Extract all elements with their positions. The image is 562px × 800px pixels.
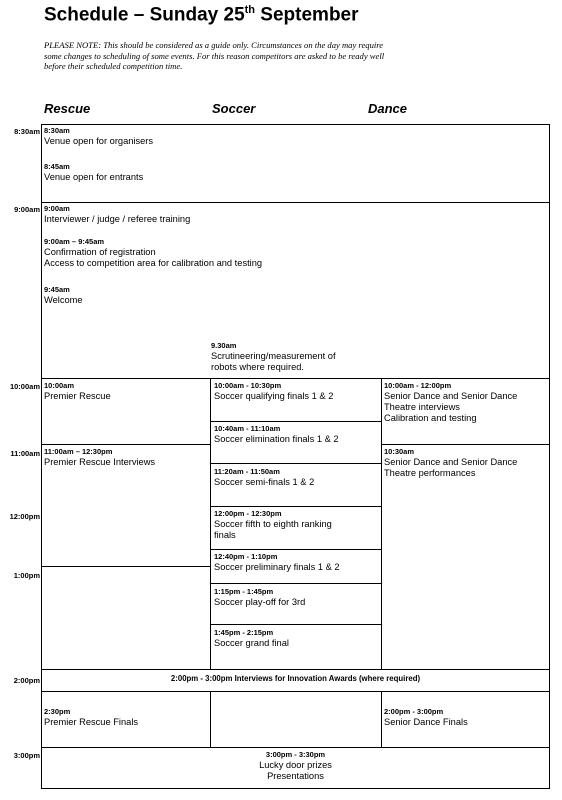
- event-text: Venue open for entrants: [44, 172, 144, 182]
- event-time: 1:15pm - 1:45pm: [214, 587, 274, 596]
- grid-line: [549, 124, 550, 789]
- event-text: Soccer grand final: [214, 638, 289, 648]
- note-line: before their scheduled competition time.: [44, 61, 183, 72]
- grid-line: [210, 624, 382, 625]
- soccer-event: [214, 467, 314, 488]
- event-text: Soccer preliminary finals 1 & 2: [214, 562, 340, 572]
- event-text: Lucky door prizes: [259, 760, 332, 770]
- event-time: 9:00am: [44, 204, 70, 213]
- event-text: Confirmation of registration: [44, 247, 156, 257]
- event-time: 12:40pm - 1:10pm: [214, 552, 278, 561]
- grid-line: [41, 788, 550, 789]
- time-label: 9:00am: [14, 205, 40, 214]
- title-superscript: th: [244, 4, 256, 16]
- grid-line: [41, 124, 42, 789]
- grid-line: [41, 378, 550, 379]
- note-line: PLEASE NOTE: This should be considered as a guide only. Circumstances on the day may require: [44, 40, 384, 50]
- event-text: Theatre performances: [384, 468, 476, 478]
- event-time: 11:20am - 11:50am: [214, 467, 280, 476]
- grid-line: [210, 421, 382, 422]
- event-time: 2:30pm: [44, 707, 71, 716]
- event-time: 9.30am: [211, 341, 237, 350]
- event-text: finals: [214, 530, 236, 540]
- soccer-event: [214, 552, 340, 573]
- event-time: 12:00pm - 12:30pm: [214, 509, 282, 518]
- grid-line: [41, 202, 550, 203]
- soccer-event: [214, 509, 332, 541]
- event-welcome: [44, 285, 83, 306]
- grid-line: [41, 444, 211, 445]
- innovation-awards-row: 2:00pm - 3:00pm Interviews for Innovation Awards (where required): [170, 674, 421, 683]
- event-time: 1:45pm - 2:15pm: [214, 628, 274, 637]
- event-text: Premier Rescue Interviews: [44, 457, 156, 467]
- event-text: Premier Rescue Finals: [44, 717, 139, 727]
- grid-line: [210, 583, 382, 584]
- event-text: Senior Dance Finals: [384, 717, 468, 727]
- note-line: some changes to scheduling of some events. For this reason competitors are asked to be ready well: [44, 50, 385, 61]
- rescue-event: [44, 447, 155, 468]
- event-training: [44, 204, 190, 225]
- event-text: Theatre interviews: [384, 402, 460, 412]
- time-label: 11:00am: [10, 449, 40, 458]
- event-time: 8:30am: [44, 126, 70, 135]
- grid-line: [381, 691, 382, 747]
- event-text: Welcome: [44, 295, 83, 305]
- event-text: Soccer fifth to eighth ranking: [214, 519, 332, 529]
- event-time: 3:00pm - 3:30pm: [265, 750, 326, 759]
- event-time: 10:40am - 11:10am: [214, 424, 281, 433]
- grid-line: [41, 747, 550, 748]
- grid-line: [41, 669, 550, 670]
- rescue-event: [44, 381, 111, 402]
- dance-event: [384, 447, 517, 479]
- event-venue-organisers: [44, 126, 153, 147]
- event-time: 10:00am: [44, 381, 75, 390]
- event-time: 10:30am: [384, 447, 415, 456]
- grid-line: [41, 124, 550, 125]
- event-text: robots where required.: [211, 362, 305, 372]
- soccer-event: [214, 424, 339, 445]
- event-text: Premier Rescue: [44, 391, 111, 401]
- event-text: Senior Dance and Senior Dance: [384, 457, 518, 467]
- event-text: Scrutineering/measurement of: [211, 351, 336, 361]
- dance-event: [384, 707, 468, 728]
- event-text: Soccer play-off for 3rd: [214, 597, 306, 607]
- column-header-soccer: Soccer: [212, 101, 256, 116]
- event-text: Soccer qualifying finals 1 & 2: [214, 391, 334, 401]
- time-label: 8:30am: [14, 127, 40, 136]
- event-text: Interviewer / judge / referee training: [44, 214, 191, 224]
- column-header-rescue: Rescue: [44, 101, 91, 116]
- dance-event: [384, 381, 517, 424]
- event-registration: [44, 237, 262, 269]
- closing-event: [42, 750, 549, 782]
- time-label: 3:00pm: [13, 751, 40, 760]
- event-time: 10:00am - 10:30pm: [214, 381, 282, 390]
- grid-line: [381, 444, 550, 445]
- grid-line: [41, 566, 211, 567]
- event-venue-entrants: [44, 162, 143, 183]
- event-time: 2:00pm - 3:00pm: [384, 707, 444, 716]
- event-time: 8:45am: [44, 162, 70, 171]
- grid-line: [210, 463, 382, 464]
- schedule-note: [44, 40, 544, 72]
- time-label: 10:00am: [9, 382, 40, 391]
- time-label: 1:00pm: [13, 571, 40, 580]
- event-text: Calibration and testing: [384, 413, 477, 423]
- event-text: Presentations: [267, 771, 324, 781]
- event-time: 11:00am – 12:30pm: [44, 447, 113, 456]
- time-label: 2:00pm: [13, 676, 40, 685]
- event-text: Access to competition area for calibration and testing: [44, 258, 263, 268]
- column-header-dance: Dance: [368, 101, 408, 116]
- soccer-event: [214, 381, 333, 402]
- page-title: [44, 4, 359, 26]
- title-tail: September: [255, 4, 359, 26]
- event-text: Soccer elimination finals 1 & 2: [214, 434, 339, 444]
- grid-line: [210, 691, 211, 747]
- event-text: Venue open for organisers: [44, 136, 154, 146]
- time-label: 12:00pm: [9, 512, 40, 521]
- event-time: 9:00am – 9:45am: [44, 237, 105, 246]
- event-scrutineering: [211, 341, 336, 373]
- event-text: Soccer semi-finals 1 & 2: [214, 477, 315, 487]
- event-time: 9:45am: [44, 285, 70, 294]
- grid-line: [210, 549, 382, 550]
- rescue-event: [44, 707, 138, 728]
- grid-line: [41, 691, 550, 692]
- soccer-event: [214, 587, 305, 608]
- event-time: 10:00am - 12:00pm: [384, 381, 452, 390]
- event-text: Senior Dance and Senior Dance: [384, 391, 518, 401]
- grid-line: [210, 506, 382, 507]
- soccer-event: [214, 628, 289, 649]
- title-main: Schedule – Sunday 25: [44, 4, 245, 26]
